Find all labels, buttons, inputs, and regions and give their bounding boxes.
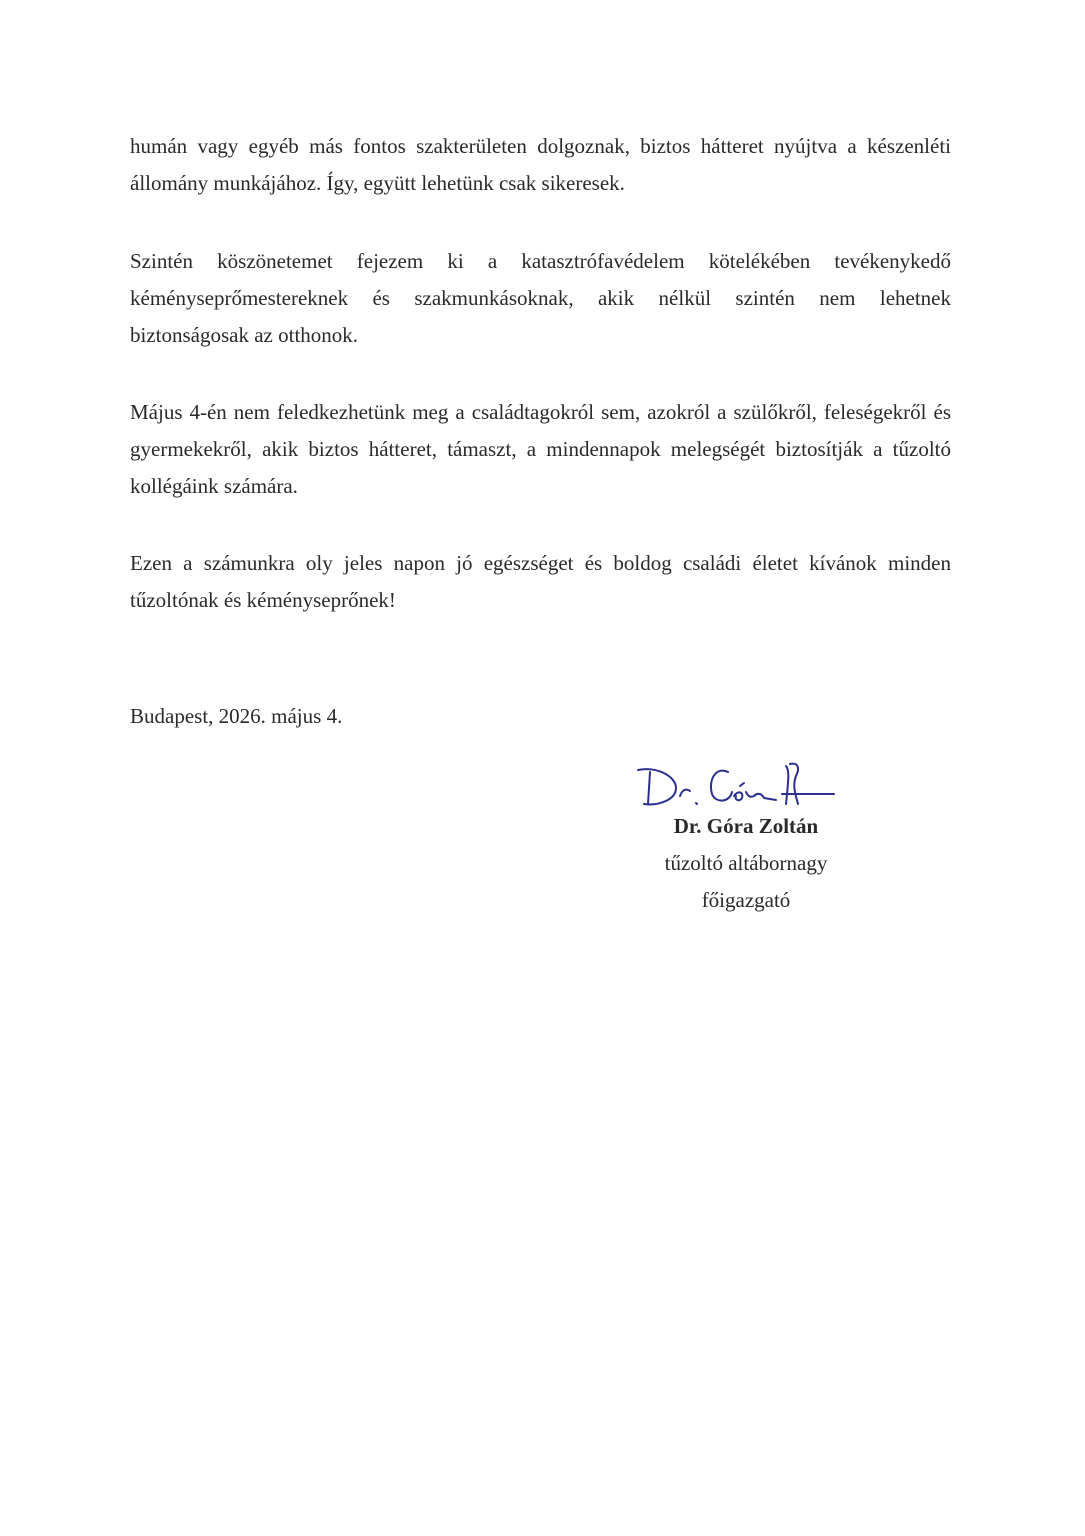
- paragraph-families: [130, 394, 951, 505]
- paragraph-line: kéményseprőmestereknek és szakmunkásoknak, akik nélkül szintén nem lehetnek: [130, 286, 951, 310]
- paragraph-wishes: [130, 545, 951, 619]
- paragraph-support-staff: [130, 128, 951, 202]
- paragraph-line: állomány munkájához. Így, együtt lehetünk csak sikeresek.: [130, 171, 625, 195]
- place-date: Budapest, 2026. május 4.: [130, 704, 343, 728]
- paragraph-line: humán vagy egyéb más fontos szakterületen dolgoznak, biztos hátteret nyújtva a készenléti: [130, 134, 951, 158]
- paragraph-line: tűzoltónak és kéményseprőnek!: [130, 588, 396, 612]
- paragraph-line: kollégáink számára.: [130, 474, 298, 498]
- paragraph-line: gyermekekről, akik biztos hátteret, támaszt, a mindennapok melegségét biztosítják a tűzoltó: [130, 437, 951, 461]
- signer-rank: tűzoltó altábornagy: [664, 851, 828, 875]
- paragraph-chimney-sweeps: [130, 243, 951, 354]
- paragraph-line: Szintén köszönetemet fejezem ki a katasztrófavédelem kötelékében tevékenykedő: [130, 249, 951, 273]
- signer-title: főigazgató: [701, 888, 791, 912]
- paragraph-line: Ezen a számunkra oly jeles napon jó egészséget és boldog családi életet kívánok minden: [130, 551, 951, 575]
- paragraph-line: biztonságosak az otthonok.: [130, 323, 359, 347]
- paragraph-line: Május 4-én nem feledkezhetünk meg a családtagokról sem, azokról a szülőkről, feleségekről és: [130, 400, 951, 424]
- signer-name: Dr. Góra Zoltán: [673, 814, 819, 838]
